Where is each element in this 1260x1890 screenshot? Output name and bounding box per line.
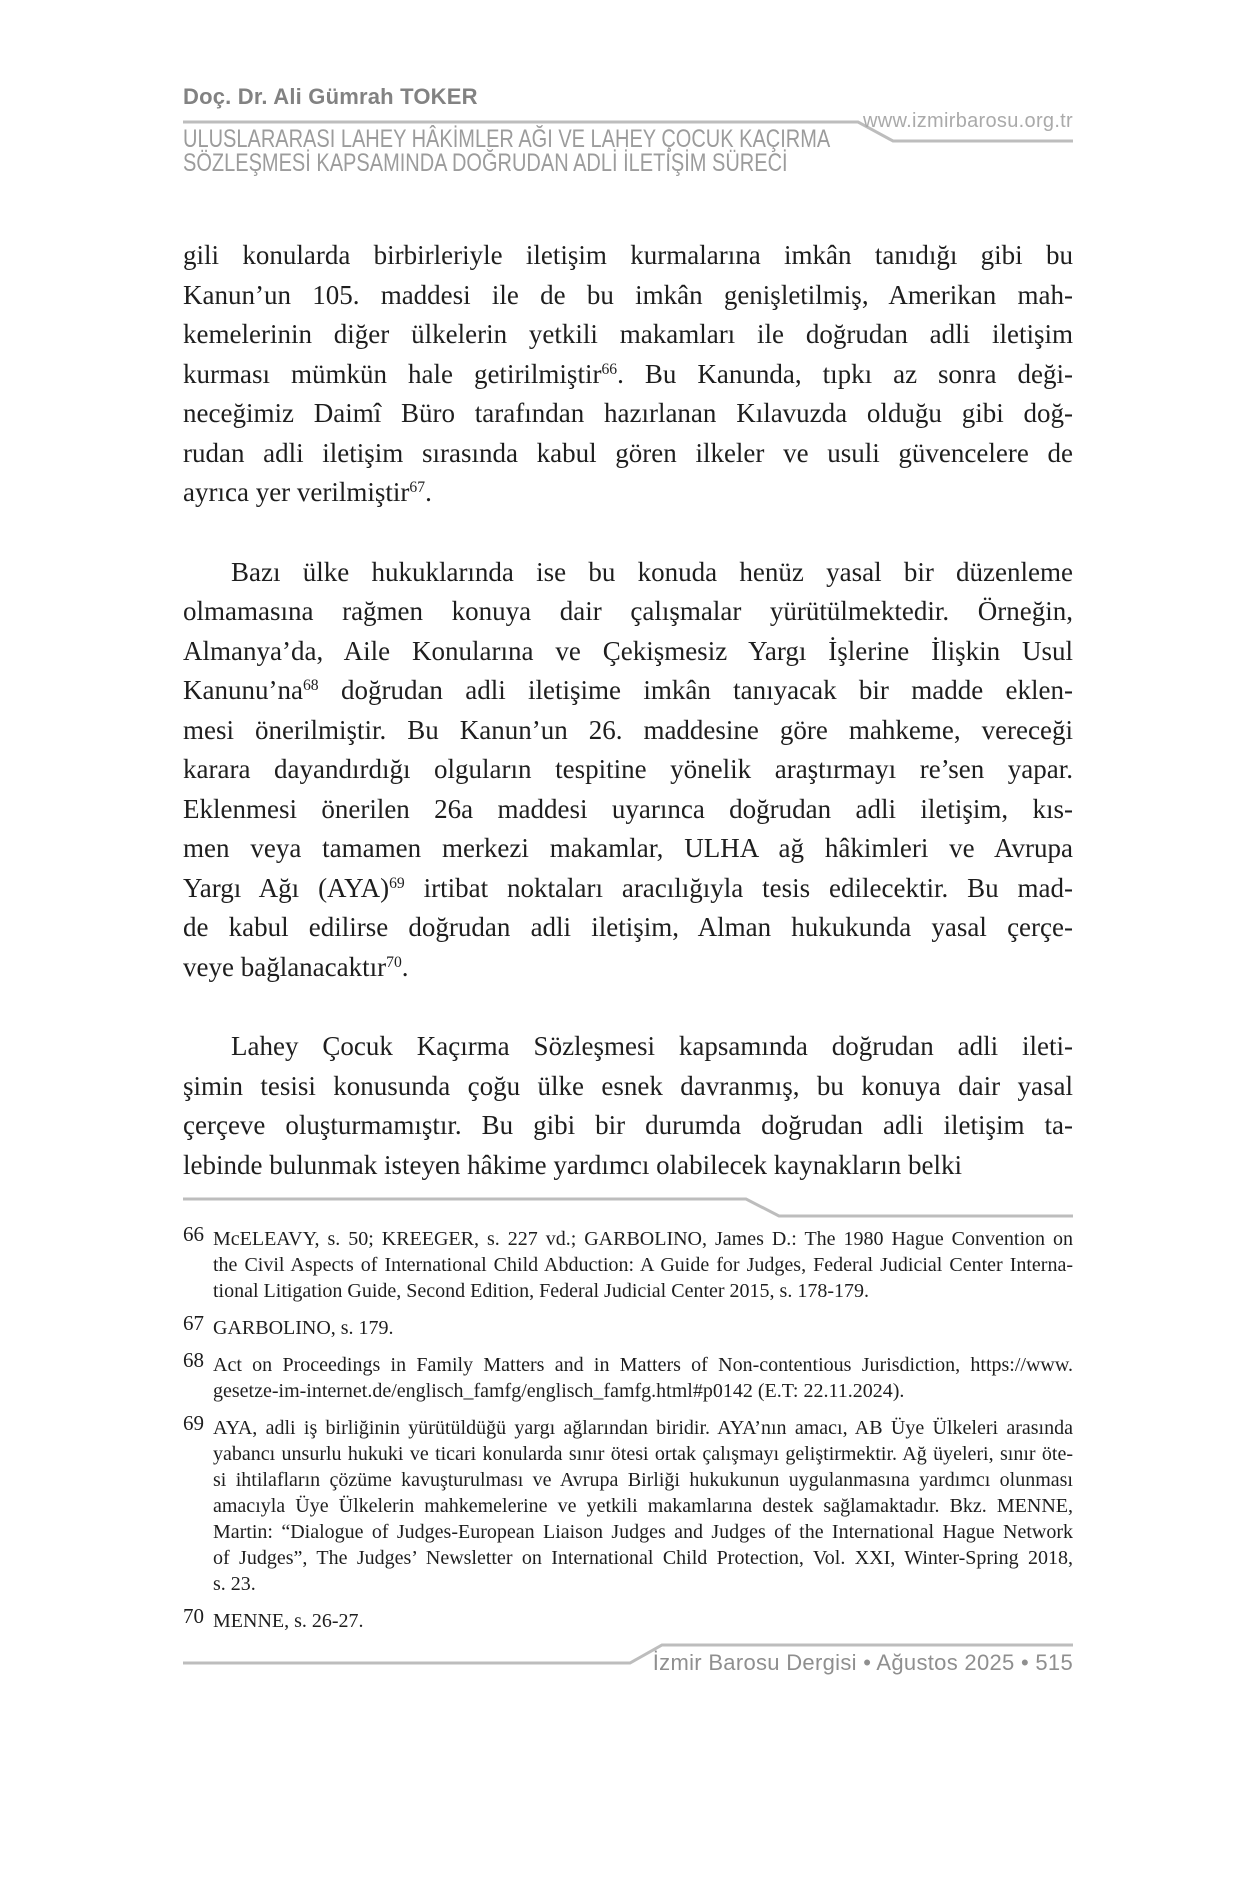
body-line: olmamasına rağmen konuya dair çalışmalar yürütülmektedir. Örneğin, (183, 596, 1073, 626)
body-line: de kabul edilirse doğrudan adli iletişim, Alman hukukunda yasal çerçe- (183, 912, 1073, 942)
footnote-line: s. 23. (213, 1573, 256, 1595)
paragraph (183, 236, 1073, 513)
footnote-line: McELEAVY, s. 50; KREEGER, s. 227 vd.; GARBOLINO, James D.: The 1980 Hague Convention on (213, 1228, 1073, 1250)
footnote-number: 70 (183, 1604, 204, 1628)
footnote-line: AYA, adli iş birliğinin yürütüldüğü yargı ağlarından biridir. AYA’nın amacı, AB Üye Ülkeleri arasında (213, 1417, 1073, 1439)
paragraph (183, 1027, 1073, 1185)
body-line: kurması mümkün hale getirilmiştir$^{66}$. Bu Kanunda, tıpkı az sonra deği- (183, 358, 1074, 389)
footnote-text (213, 1226, 1073, 1304)
footnote-ref: 69 (389, 874, 405, 892)
article-title-line2: SÖZLEŞMESİ KAPSAMINDA DOĞRUDAN ADLİ İLETİŞİM SÜRECİ (183, 149, 788, 177)
footnote-line: Martin: “Dialogue of Judges-European Liaison Judges and Judges of the International Hague Network (213, 1521, 1073, 1543)
footnote-ref: 66 (601, 360, 618, 378)
footnote-number: 69 (183, 1411, 204, 1435)
body-line: Kanun’un 105. maddesi ile de bu imkân genişletilmiş, Amerikan mah- (183, 279, 1073, 310)
body-line: Lahey Çocuk Kaçırma Sözleşmesi kapsamında doğrudan adli ileti- (231, 1031, 1073, 1061)
body-line: Kanunu’na$^{68}$ doğrudan adli iletişime imkân tanıyacak bir madde eklen- (183, 675, 1073, 705)
paragraph (183, 553, 1073, 988)
footnote-ref: 70 (386, 953, 402, 971)
footnote-line: amacıyla Üye Ülkelerin mahkemelerine ve yetkili makamlarına destek sağlamaktadır. Bkz. MENNE, (213, 1495, 1073, 1517)
footnote-ref: 67 (409, 479, 426, 497)
footnote-text (213, 1415, 1073, 1597)
footnote-line: of Judges”, The Judges’ Newsletter on International Child Protection, Vol. XXI, Winter-Spring 2018, (213, 1547, 1073, 1569)
body-line: gili konularda birbirleriyle iletişim kurmalarına imkân tanıdığı gibi bu (183, 240, 1073, 270)
footnote-text (213, 1608, 1073, 1634)
footnote-number: 68 (183, 1348, 204, 1372)
body-line: Almanya’da, Aile Konularına ve Çekişmesiz Yargı İşlerine İlişkin Usul (183, 635, 1073, 666)
page-footer: İzmir Barosu Dergisi • Ağustos 2025 • 515 (652, 1650, 1073, 1675)
footnote-number: 67 (183, 1311, 204, 1335)
article-title (183, 127, 830, 175)
footnote-text (213, 1352, 1073, 1404)
body-line: veye bağlanacaktır$^{70}$. (183, 951, 409, 982)
body-line: lebinde bulunmak isteyen hâkime yardımcı olabilecek kaynakların belki (183, 1149, 962, 1180)
body-line: Eklenmesi önerilen 26a maddesi uyarınca doğrudan adli iletişim, kıs- (183, 793, 1073, 824)
footnote-line: si ihtilafların çözüme kavuşturulması ve Avrupa Birliği hukukunun uygulanmasına yardımcı olunması (213, 1469, 1073, 1491)
website-url: www.izmirbarosu.org.tr (863, 110, 1073, 132)
footnote-line: MENNE, s. 26-27. (213, 1610, 364, 1632)
footnote-line: GARBOLINO, s. 179. (213, 1317, 394, 1339)
body-line: rudan adli iletişim sırasında kabul gören ilkeler ve usuli güvencelere de (183, 437, 1073, 468)
footnote-separator-rule (183, 1199, 1073, 1216)
footnote-ref: 68 (302, 677, 319, 695)
footnote-line: tional Litigation Guide, Second Edition, Federal Judicial Center 2015, s. 178-179. (213, 1280, 869, 1302)
body-line: karara dayandırdığı olguların tespitine yönelik araştırmayı re’sen yapar. (183, 754, 1073, 784)
footnote-line: the Civil Aspects of International Child Abduction: A Guide for Judges, Federal Judicial Center Interna- (213, 1254, 1073, 1276)
footnote-line: Act on Proceedings in Family Matters and in Matters of Non-contentious Jurisdiction, https://www. (213, 1354, 1073, 1376)
body-line: men veya tamamen merkezi makamlar, ULHA ağ hâkimleri ve Avrupa (183, 833, 1073, 863)
footnote-line: yabancı unsurlu hukuki ve ticari konularda sınır ötesi ortak çalışmayı geliştirmektir. Ağ üyeleri, sınır öte- (213, 1443, 1073, 1465)
footnote-number: 66 (183, 1222, 204, 1246)
body-line: çerçeve oluşturmamıştır. Bu gibi bir durumda doğrudan adli iletişim ta- (183, 1110, 1073, 1140)
body-line: Yargı Ağı (AYA)$^{69}$ irtibat noktaları aracılığıyla tesis edilecektir. Bu mad- (183, 872, 1073, 903)
author-name: Doç. Dr. Ali Gümrah TOKER (183, 84, 478, 109)
footnote (183, 1222, 1073, 1304)
article-body (183, 236, 1073, 1185)
footnote (183, 1348, 1073, 1404)
footnote-line: gesetze-im-internet.de/englisch_famfg/englisch_famfg.html#p0142 (E.T: 22.11.2024). (213, 1380, 905, 1402)
footnote (183, 1411, 1073, 1597)
footnote (183, 1311, 1073, 1341)
footnote (183, 1604, 1073, 1634)
body-line: mesi önerilmiştir. Bu Kanun’un 26. maddesine göre mahkeme, vereceği (183, 714, 1073, 745)
body-line: ayrıca yer verilmiştir$^{67}$. (183, 477, 432, 507)
body-line: Bazı ülke hukuklarında ise bu konuda henüz yasal bir düzenleme (231, 556, 1073, 587)
article-title-line1: ULUSLARARASI LAHEY HÂKİMLER AĞI VE LAHEY ÇOCUK KAÇIRMA (183, 125, 831, 153)
body-line: şimin tesisi konusunda çoğu ülke esnek davranmış, bu konuya dair yasal (183, 1070, 1073, 1101)
body-line: neceğimiz Daimî Büro tarafından hazırlanan Kılavuzda olduğu gibi doğ- (183, 398, 1073, 428)
body-line: kemelerinin diğer ülkelerin yetkili makamları ile doğrudan adli iletişim (183, 319, 1073, 349)
footnote-text (213, 1315, 1073, 1341)
footnotes-section (183, 1222, 1073, 1645)
